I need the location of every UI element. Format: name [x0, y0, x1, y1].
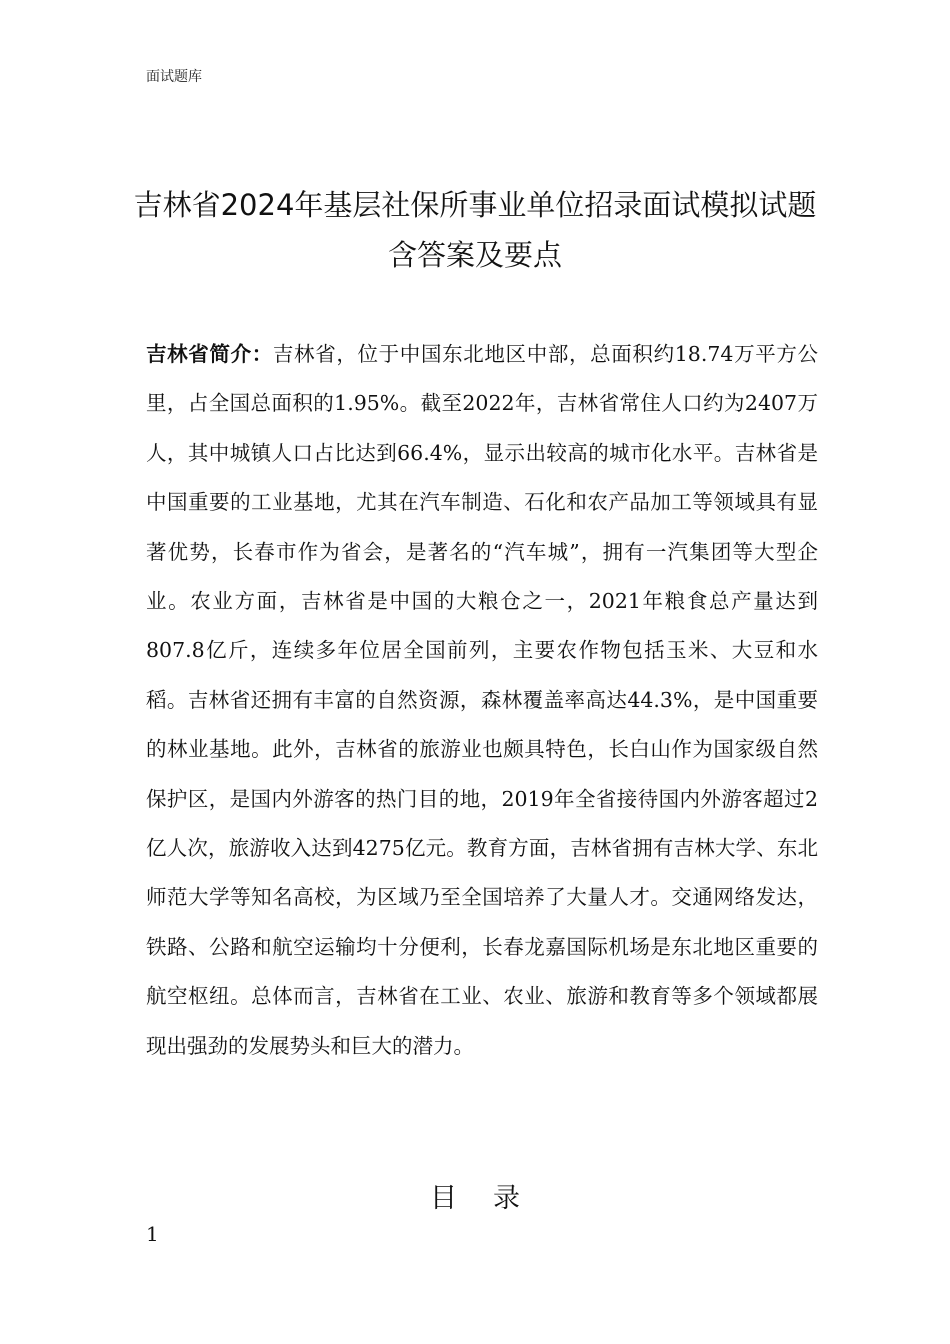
page-header: 面试题库 — [146, 69, 202, 85]
page-number: 1 — [146, 1222, 159, 1246]
document-title: 吉林省2024年基层社保所事业单位招录面试模拟试题含答案及要点 — [133, 188, 817, 272]
intro-lead: 吉林省简介： — [146, 342, 273, 366]
intro-paragraph — [146, 330, 818, 1071]
intro-text: 吉林省，位于中国东北地区中部，总面积约18.74万平方公里，占全国总面积的1.95%。截至2022年，吉林省常住人口约为2407万人，其中城镇人口占比达到66.4%，显示出较高的城市化水平。吉林省是中国重要的工业基地，尤其在汽车制造、石化和农产品加工等领域具有显著优势，长春市作为省会，是著名的“汽车城”，拥有一汽集团等大型企业。农业方面，吉林省是中国的大粮仓之一，2021年粮食总产量达到807.8亿斤，连续多年位居全国前列，主要农作物包括玉米、大豆和水稻。吉林省还拥有丰富的自然资源，森林覆盖率高达44.3%，是中国重要的林业基地。此外，吉林省的旅游业也颇具特色，长白山作为国家级自然保护区，是国内外游客的热门目的地，2019年全省接待国内外游客超过2亿人次，旅游收入达到4275亿元。教育方面，吉林省拥有吉林大学、东北师范大学等知名高校，为区域乃至全国培养了大量人才。交通网络发达，铁路、公路和航空运输均十分便利，长春龙嘉国际机场是东北地区重要的航空枢纽。总体而言，吉林省在工业、农业、旅游和教育等多个领域都展现出强劲的发展势头和巨大的潜力。 — [146, 342, 819, 1058]
toc-heading: 目录 — [430, 1183, 556, 1214]
